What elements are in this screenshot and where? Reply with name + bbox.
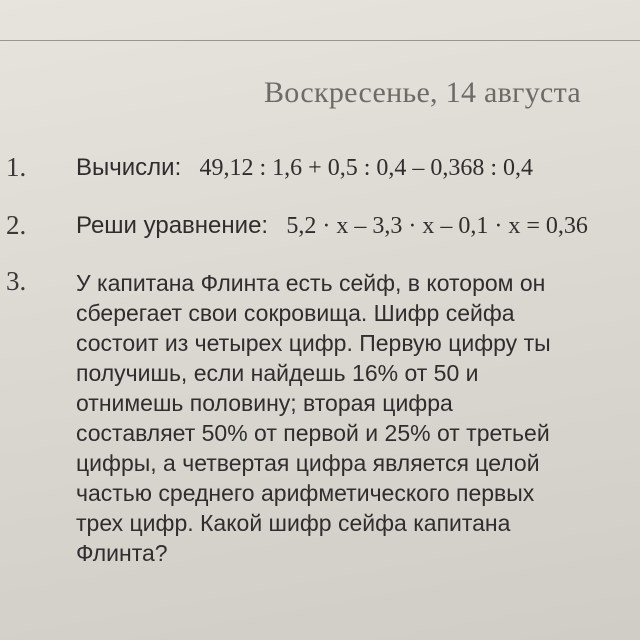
task-content	[76, 212, 588, 240]
task-content	[76, 154, 533, 182]
task-expression: 5,2 · x – 3,3 · x – 0,1 · x = 0,36	[286, 213, 588, 239]
problem-line: цифры, а четвертая цифра является целой	[76, 450, 540, 476]
problem-line: Флинта?	[76, 540, 168, 566]
date-heading: Воскресенье, 14 августа	[264, 76, 582, 109]
task-label: Реши уравнение:	[76, 212, 269, 239]
problem-line: отнимешь половину; вторая цифра	[76, 390, 453, 416]
problem-line: трех цифр. Какой шифр сейфа капитана	[76, 510, 511, 536]
problem-line: частью среднего арифметического первых	[76, 480, 535, 506]
problem-line: сберегает свои сокровища. Шифр сейфа	[76, 300, 515, 326]
problem-line: У капитана Флинта есть сейф, в котором он	[76, 270, 546, 296]
task-expression: 49,12 : 1,6 + 0,5 : 0,4 – 0,368 : 0,4	[199, 155, 534, 181]
task-number: 1.	[6, 152, 27, 182]
problem-line: составляет 50% от первой и 25% от третьей	[76, 420, 550, 446]
task-number: 2.	[6, 210, 27, 240]
word-problem-text	[76, 268, 636, 568]
task-number: 3.	[6, 266, 27, 296]
problem-line: состоит из четырех цифр. Первую цифру ты	[76, 330, 551, 356]
task-label: Вычисли:	[76, 154, 182, 181]
top-divider-line	[0, 40, 640, 41]
problem-line: получишь, если найдешь 16% от 50 и	[76, 360, 479, 386]
